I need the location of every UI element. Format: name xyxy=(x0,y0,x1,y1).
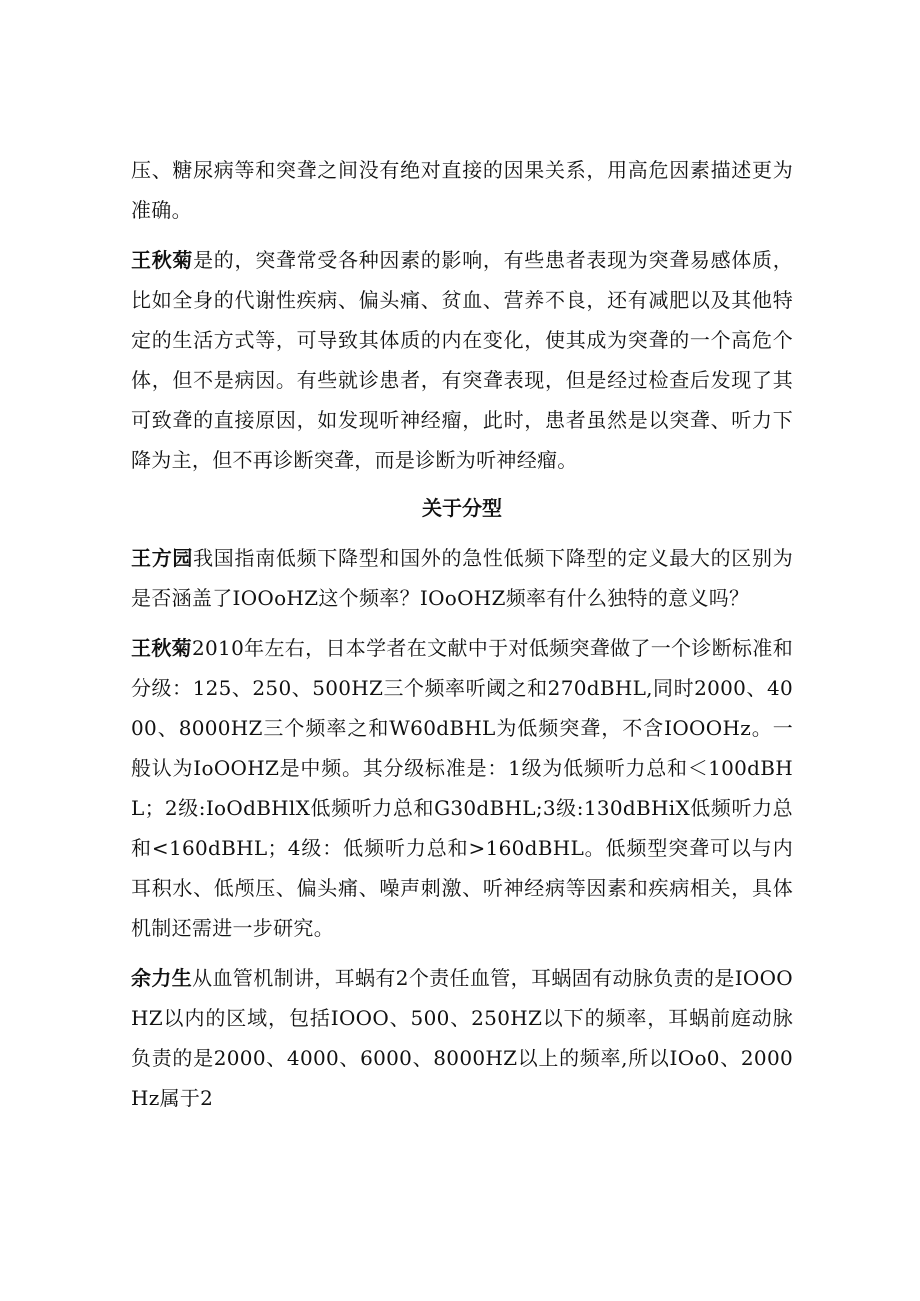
paragraph-wang-qiuju-1 xyxy=(131,240,793,480)
speaker-name: 余力生 xyxy=(131,966,193,990)
paragraph-text: 压、糖尿病等和突聋之间没有绝对直接的因果关系，用高危因素描述更为准确。 xyxy=(131,158,793,222)
speaker-name: 王秋菊 xyxy=(131,248,194,272)
paragraph-yu-lisheng xyxy=(131,958,793,1118)
paragraph-text: 是的，突聋常受各种因素的影响，有些患者表现为突聋易感体质，比如全身的代谢性疾病、偏头痛、贫血、营养不良，还有减肥以及其他特定的生活方式等，可导致其体质的内在变化，使其成为突聋的一个高危个体，但不是病因。有些就诊患者，有突聋表现，但是经过检查后发现了其可致聋的直接原因，如发现听神经瘤，此时，患者虽然是以突聋、听力下降为主，但不再诊断突聋，而是诊断为听神经瘤。 xyxy=(131,248,794,472)
paragraph-wang-qiuju-2 xyxy=(131,628,793,948)
paragraph-continuation xyxy=(131,150,793,230)
paragraph-text: 从血管机制讲，耳蜗有2个责任血管，耳蜗固有动脉负责的是IOOOHZ以内的区域，包括IOOO、500、250HZ以下的频率，耳蜗前庭动脉负责的是2000、4000、6000、8000HZ以上的频率,所以IOo0、2000Hz属于2 xyxy=(131,966,793,1110)
document-body xyxy=(131,150,793,1118)
section-heading: 关于分型 xyxy=(422,496,502,520)
speaker-name: 王方园 xyxy=(131,546,194,570)
paragraph-text: 我国指南低频下降型和国外的急性低频下降型的定义最大的区别为是否涵盖了IOOoHZ这个频率？IOoOHZ频率有什么独特的意义吗？ xyxy=(131,546,794,610)
paragraph-wang-fangyuan xyxy=(131,538,793,618)
paragraph-text: 2010年左右，日本学者在文献中于对低频突聋做了一个诊断标准和分级：125、250、500HZ三个频率听阈之和270dBHL,同时2000、4000、8000HZ三个频率之和W60dBHL为低频突聋，不含IOOOHz。一般认为IoOOHZ是中频。其分级标准是：1级为低频听力总和＜100dBHL；2级:IoOdBHlX低频听力总和G30dBHL;3级:130dBHiX低频听力总和<160dBHL；4级：低频听力总和>160dBHL。低频型突聋可以与内耳积水、低颅压、偏头痛、噪声刺激、听神经病等因素和疾病相关，具体机制还需进一步研究。 xyxy=(131,636,793,940)
speaker-name: 王秋菊 xyxy=(131,636,192,660)
